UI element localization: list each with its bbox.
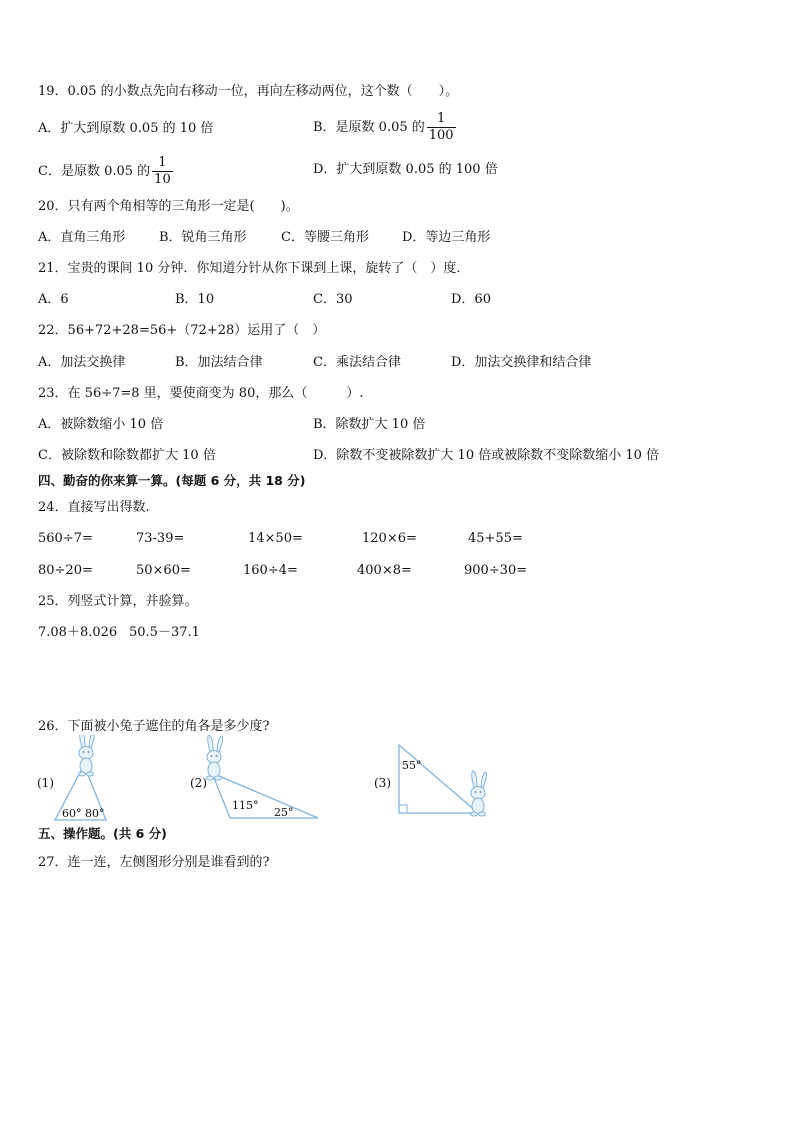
q22-option-d: D．加法交换律和结合律 [451, 355, 592, 370]
q24-expression: 900÷30= [464, 563, 528, 578]
figure-label: (2) [190, 776, 207, 790]
q19-option-c [38, 150, 173, 194]
q24-stem: 24．直接写出得数. [38, 500, 150, 515]
q24-expression: 50×60= [136, 563, 191, 578]
q27-stem: 27．连一连，左侧图形分别是谁看到的? [38, 855, 270, 870]
q20-option-a: A．直角三角形 [38, 230, 126, 245]
q20-option-c: C．等腰三角形 [281, 230, 369, 245]
q22-option-a: A．加法交换律 [38, 355, 126, 370]
q19-option-b-text: B．是原数 0.05 的 [313, 120, 425, 135]
q21-option-c: C．30 [313, 292, 353, 307]
q25-expression: 50.5－37.1 [129, 625, 200, 640]
q24-expression: 14×50= [248, 531, 303, 546]
q21-option-d: D．60 [451, 292, 491, 307]
angle-label: 115° [232, 799, 259, 812]
angle-label: 25° [274, 806, 294, 819]
figure-3 [374, 745, 487, 816]
figure-label: (3) [374, 776, 391, 790]
rabbit-icon [79, 735, 95, 776]
q19-option-b [313, 106, 456, 150]
q19-option-a: A．扩大到原数 0.05 的 10 倍 [38, 121, 214, 136]
q22-option-c: C．乘法结合律 [313, 355, 401, 370]
q22-stem: 22．56+72+28=56+（72+28）运用了（ ） [38, 323, 326, 338]
q24-expression: 160÷4= [243, 563, 298, 578]
q26-stem: 26．下面被小兔子遮住的角各是多少度? [38, 719, 270, 734]
q25-stem: 25．列竖式计算，并验算。 [38, 594, 198, 609]
q26-figures [0, 735, 794, 835]
q19-stem: 19．0.05 的小数点先向右移动一位，再向左移动两位，这个数（ ）。 [38, 84, 459, 99]
right-angle-mark [399, 805, 407, 813]
angle-label: 55° [402, 759, 422, 772]
q24-expression: 560÷7= [38, 531, 93, 546]
q23-option-d: D．除数不变被除数扩大 10 倍或被除数不变除数缩小 10 倍 [313, 448, 660, 463]
q24-expression: 120×6= [362, 531, 417, 546]
q20-option-d: D．等边三角形 [402, 230, 491, 245]
section-4-heading: 四、勤奋的你来算一算。(每题 6 分，共 18 分) [38, 473, 306, 488]
section-5-heading: 五、操作题。(共 6 分) [38, 826, 167, 841]
q23-option-c: C．被除数和除数都扩大 10 倍 [38, 448, 216, 463]
q23-option-a: A．被除数缩小 10 倍 [38, 417, 164, 432]
fraction-numerator: 1 [437, 111, 446, 126]
triangle-shape [399, 745, 478, 813]
figure-2 [190, 735, 318, 819]
q19-option-d: D．扩大到原数 0.05 的 100 倍 [313, 162, 498, 177]
q19-option-c-text: C．是原数 0.05 的 [38, 164, 151, 179]
q20-stem: 20．只有两个角相等的三角形一定是( )。 [38, 199, 299, 214]
figure-1 [37, 735, 106, 820]
q24-expression: 45+55= [468, 531, 523, 546]
q21-option-a: A．6 [38, 292, 69, 307]
q20-option-b: B．锐角三角形 [159, 230, 247, 245]
rabbit-icon [207, 735, 223, 780]
q22-option-b: B．加法结合律 [175, 355, 263, 370]
rabbit-icon [471, 771, 487, 816]
angle-label: 60° [62, 807, 82, 820]
q23-stem: 23．在 56÷7=8 里，要使商变为 80，那么（ ）. [38, 386, 364, 401]
q21-option-b: B．10 [175, 292, 215, 307]
fraction-denominator: 10 [154, 172, 171, 187]
fraction-one-tenth [152, 155, 173, 188]
q24-expression: 400×8= [357, 563, 412, 578]
fraction-one-hundredth [427, 111, 456, 144]
fraction-numerator: 1 [158, 155, 167, 170]
figure-label: (1) [37, 776, 54, 790]
q24-expression: 73-39= [136, 531, 185, 546]
q25-expression: 7.08＋8.026 [38, 625, 118, 640]
fraction-denominator: 100 [428, 128, 454, 143]
angle-label: 80° [85, 807, 105, 820]
q23-option-b: B．除数扩大 10 倍 [313, 417, 426, 432]
triangle-shape [212, 773, 318, 818]
q24-expression: 80÷20= [38, 563, 93, 578]
q21-stem: 21．宝贵的课间 10 分钟．你知道分针从你下课到上课，旋转了（ ）度． [38, 261, 470, 276]
